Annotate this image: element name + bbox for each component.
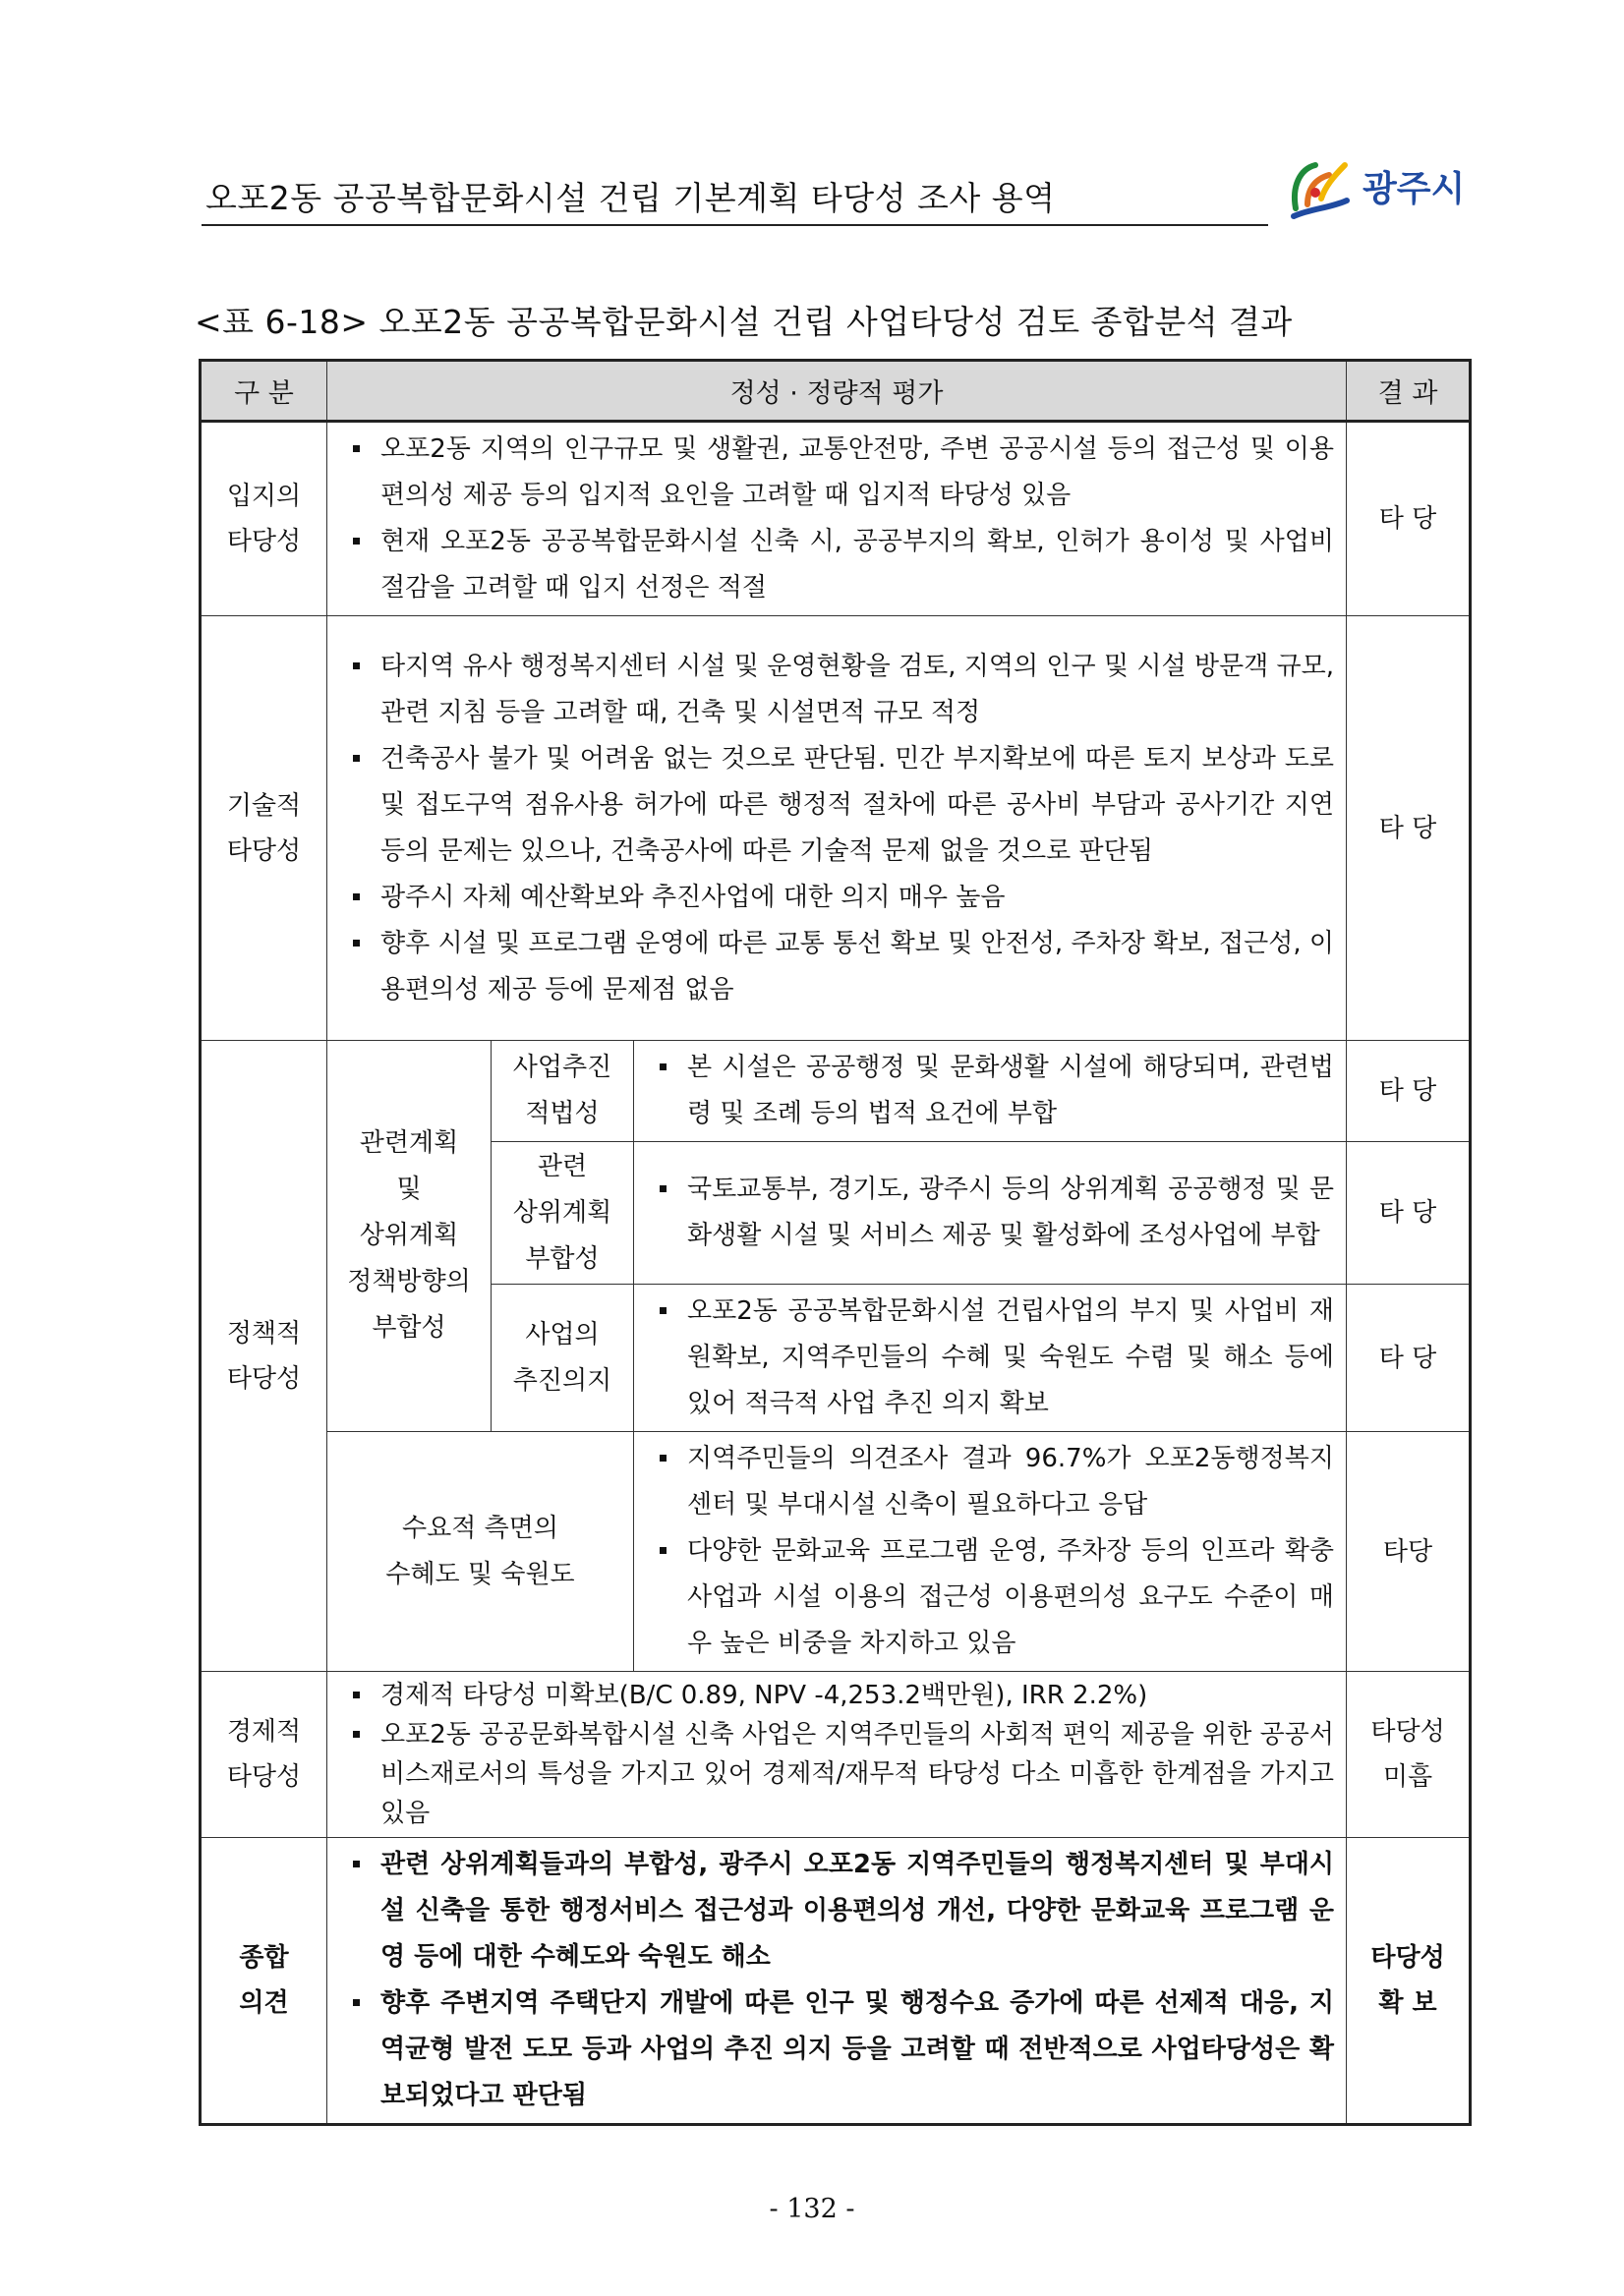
- demand-bullet-1: 지역주민들의 의견조사 결과 96.7%가 오포2동행정복지센터 및 부대시설 신축이 필요하다고 응답: [646, 1436, 1334, 1528]
- legality-label: 사업추진 적법성: [492, 1041, 634, 1142]
- will-bullet-1: 오포2동 공공복합문화시설 건립사업의 부지 및 사업비 재원확보, 지역주민들의 수혜 및 숙원도 수렴 및 해소 등에 있어 적극적 사업 추진 의지 확보: [646, 1289, 1334, 1427]
- economic-row: [201, 1672, 1471, 1838]
- summary-table: [199, 359, 1472, 2126]
- technical-bullet-3: 광주시 자체 예산확보와 추진사업에 대한 의지 매우 높음: [339, 875, 1334, 921]
- overall-bullet-1: 관련 상위계획들과의 부합성, 광주시 오포2동 지역주민들의 행정복지센터 및 부대시설 신축을 통한 행정서비스 접근성과 이용편의성 개선, 다양한 문화교육 프로그램 운영 등에 대한 수혜도와 숙원도 해소: [339, 1842, 1334, 1980]
- technical-content: [327, 616, 1347, 1041]
- location-content: [327, 422, 1347, 616]
- table-header-row: [201, 361, 1471, 422]
- legality-content: [634, 1041, 1347, 1142]
- demand-result: 타당: [1347, 1432, 1471, 1672]
- gwangju-emblem-icon: [1286, 147, 1355, 226]
- policy-row-legality: [201, 1041, 1471, 1142]
- technical-row: [201, 616, 1471, 1041]
- page-number: - 132 -: [769, 2194, 855, 2224]
- will-content: [634, 1285, 1347, 1432]
- legality-bullet-1: 본 시설은 공공행정 및 문화생활 시설에 해당되며, 관련법령 및 조례 등의 법적 요건에 부합: [646, 1045, 1334, 1137]
- logo-text: 광주시: [1363, 169, 1466, 209]
- demand-bullet-2: 다양한 문화교육 프로그램 운영, 주차장 등의 인프라 확충사업과 시설 이용의 접근성 이용편의성 요구도 수준이 매우 높은 비중을 차지하고 있음: [646, 1528, 1334, 1667]
- overall-row: [201, 1838, 1471, 2125]
- overall-content: [327, 1838, 1347, 2125]
- policy-category: 정책적 타당성: [201, 1041, 327, 1672]
- upper-plan-label: 관련 상위계획 부합성: [492, 1142, 634, 1285]
- overall-bullet-2: 향후 주변지역 주택단지 개발에 따른 인구 및 행정수요 증가에 따른 선제적 대응, 지역균형 발전 도모 등과 사업의 추진 의지 등을 고려할 때 전반적으로 사업타당성은 확보되었다고 판단됨: [339, 1980, 1334, 2119]
- economic-result: 타당성 미흡: [1347, 1672, 1471, 1838]
- economic-category: 경제적 타당성: [201, 1672, 327, 1838]
- policy-row-demand: [201, 1432, 1471, 1672]
- header-evaluation: 정성 · 정량적 평가: [327, 361, 1347, 422]
- header-category: 구 분: [201, 361, 327, 422]
- location-category: 입지의 타당성: [201, 422, 327, 616]
- page-header: [202, 165, 1268, 226]
- economic-bullet-1: 경제적 타당성 미확보(B/C 0.89, NPV -4,253.2백만원), IRR 2.2%): [339, 1676, 1334, 1715]
- technical-bullet-4: 향후 시설 및 프로그램 운영에 따른 교통 통선 확보 및 안전성, 주차장 확보, 접근성, 이용편의성 제공 등에 문제점 없음: [339, 921, 1334, 1013]
- location-row: [201, 422, 1471, 616]
- overall-result: 타당성 확 보: [1347, 1838, 1471, 2125]
- will-label: 사업의 추진의지: [492, 1285, 634, 1432]
- technical-category: 기술적 타당성: [201, 616, 327, 1041]
- policy-group-label: 관련계획 및 상위계획 정책방향의 부합성: [327, 1041, 492, 1432]
- will-result: 타 당: [1347, 1285, 1471, 1432]
- document-title: 오포2동 공공복합문화시설 건립 기본계획 타당성 조사 용역: [205, 179, 1056, 217]
- location-result: 타 당: [1347, 422, 1471, 616]
- demand-content: [634, 1432, 1347, 1672]
- gwangju-logo: [1286, 147, 1492, 226]
- upper-plan-result: 타 당: [1347, 1142, 1471, 1285]
- location-bullet-1: 오포2동 지역의 인구규모 및 생활권, 교통안전망, 주변 공공시설 등의 접근성 및 이용 편의성 제공 등의 입지적 요인을 고려할 때 입지적 타당성 있음: [339, 427, 1334, 519]
- overall-category: 종합 의견: [201, 1838, 327, 2125]
- table-caption: <표 6-18> 오포2동 공공복합문화시설 건립 사업타당성 검토 종합분석 결과: [195, 303, 1293, 341]
- upper-plan-content: [634, 1142, 1347, 1285]
- technical-result: 타 당: [1347, 616, 1471, 1041]
- location-bullet-2: 현재 오포2동 공공복합문화시설 신축 시, 공공부지의 확보, 인허가 용이성 및 사업비 절감을 고려할 때 입지 선정은 적절: [339, 519, 1334, 611]
- demand-label: 수요적 측면의 수혜도 및 숙원도: [327, 1432, 634, 1672]
- technical-bullet-2: 건축공사 불가 및 어려움 없는 것으로 판단됨. 민간 부지확보에 따른 토지 보상과 도로 및 접도구역 점유사용 허가에 따른 행정적 절차에 따른 공사비 부담과 공사기간 지연 등의 문제는 있으나, 건축공사에 따른 기술적 문제 없을 것으로 판단됨: [339, 736, 1334, 875]
- economic-content: [327, 1672, 1347, 1838]
- economic-bullet-2: 오포2동 공공문화복합시설 신축 사업은 지역주민들의 사회적 편익 제공을 위한 공공서비스재로서의 특성을 가지고 있어 경제적/재무적 타당성 다소 미흡한 한계점을 가지고 있음: [339, 1715, 1334, 1833]
- upper-plan-bullet-1: 국토교통부, 경기도, 광주시 등의 상위계획 공공행정 및 문화생활 시설 및 서비스 제공 및 활성화에 조성사업에 부합: [646, 1167, 1334, 1259]
- technical-bullet-1: 타지역 유사 행정복지센터 시설 및 운영현황을 검토, 지역의 인구 및 시설 방문객 규모, 관련 지침 등을 고려할 때, 건축 및 시설면적 규모 적정: [339, 644, 1334, 736]
- legality-result: 타 당: [1347, 1041, 1471, 1142]
- header-result: 결 과: [1347, 361, 1471, 422]
